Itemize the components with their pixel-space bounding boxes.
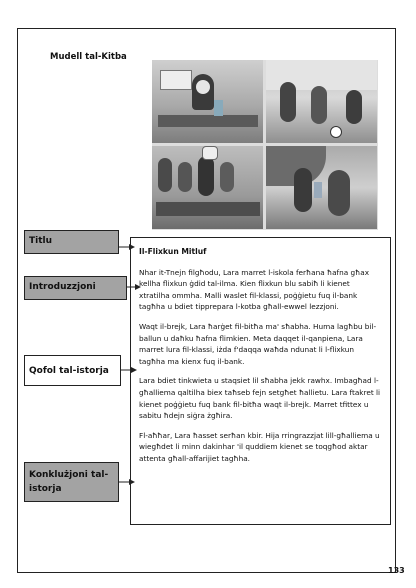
- story-box: [130, 237, 391, 525]
- label-konkluzjoni: Konklużjoni tal-istorja: [24, 462, 119, 502]
- label-introduzzjoni: Introduzzjoni: [24, 276, 127, 300]
- story-paragraph-conclusion: Fl-aħħar, Lara ħasset serħan kbir. Hija rringrazzjat lill-għalliema u wiegħdet li minn dakinhar 'il quddiem kienet se toqgħod aktar attenta għall-affarijiet tagħha.: [139, 430, 380, 463]
- page-heading: Mudell tal-Kitba: [50, 52, 127, 62]
- story-paragraph-body-2: Lara bdiet tinkwieta u staqsiet lil sħabha jekk rawhx. Imbagħad l-għalliema qaltilha biex taħseb fejn setgħet ħallietu. Lara ftakret li kienet poġġietu fuq bank fil-bitħa waqt il-brejk. Marret tfittex u sabitu ħdejn siġra żgħira.: [139, 376, 381, 421]
- label-titlu: Titlu: [24, 230, 119, 254]
- story-paragraph-introduction: Nhar it-Tnejn filgħodu, Lara marret l-iskola ferħana ħafna għax kellha flixkun ġdid tal-ilma. Kien flixkun blu sabiħ li kienet xtratilha ommha. Malli waslet fil-klassi, poġġietu fuq il-bank tagħha u bdiet tipprepara l-kotba għall-ewwel lezzjoni.: [139, 267, 370, 312]
- story-title: Il-Flixkun Mitluf: [139, 247, 207, 256]
- story-paragraph-body-1: Waqt il-brejk, Lara ħarġet fil-bitħa ma' sħabha. Huma lagħbu bil-ballun u daħku ħafna flimkien. Meta daqqet il-qanpiena, Lara marret lura fil-klassi, iżda f'daqqa waħda ndunat li l-flixkun tagħha ma kienx fuq il-bank.: [139, 321, 377, 366]
- page-number: 133: [388, 566, 405, 575]
- label-qofol: Qofol tal-istorja: [24, 355, 121, 386]
